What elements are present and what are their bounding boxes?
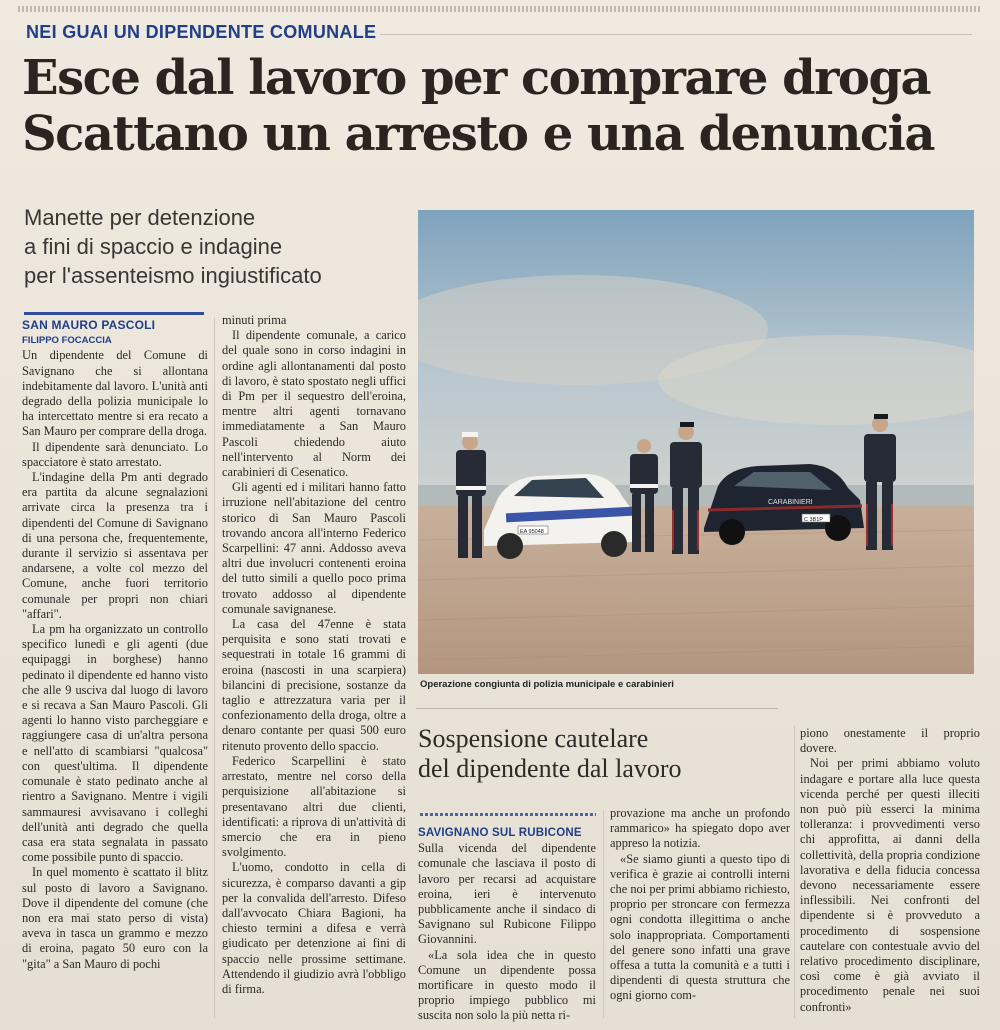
paragraph: L'uomo, condotto in cella di sicurezza, è comparso davanti a gip per la convalida dell'arresto. Difeso dall'avvocato Chiara Bagioni, ha chiesto termini a difesa e verrà giudicato per detenzione ai fini di spaccio nelle prossime settimane. Attendendo il giudizio avrà l'obbligo di firma. [222,860,406,996]
subhead-line-1: Manette per detenzione [24,205,256,230]
headline-line-1: Esce dal lavoro per comprare droga [22,50,931,106]
top-dotted-rule [18,6,980,12]
paragraph: In quel momento è scattato il blitz sul posto di lavoro a Savignano. Dove il dipendente del comune (che non era mai stato perso di vista) aveva in tasca un grammo e mezzo di eroina, pagato 50 euro con la "gita" a San Mauro di pochi [22,865,208,971]
dateline-place: SAN MAURO PASCOLI [22,318,156,332]
headline-line-2: Scattano un arresto e una denuncia [22,106,934,162]
paragraph: Sulla vicenda del dipendente comunale che lasciava il posto di lavoro per recarsi ad acquistare eroina, ieri è intervenuto pubblicamente anche il sindaco di Savignano sul Rubicone Filippo Giovannini. [418,841,596,947]
article2-column-3 [800,726,980,1015]
photo-illustration [418,210,974,674]
car-lettering: CARABINIERI [768,499,813,506]
headline [22,50,982,162]
secondary-headline [418,724,788,784]
plate-right: C 3B1P [804,517,823,523]
article-column-2 [222,313,406,997]
paragraph: «La sola idea che in questo Comune un dipendente possa mortificare in questo modo il proprio impiego pubblico mi suscita non solo la più netta ri- [418,947,596,1023]
paragraph: piono onestamente il proprio dovere. [800,726,980,756]
plate-left: EA 95048 [520,529,544,535]
subhead-line-2: a fini di spaccio e indagine [24,234,283,259]
paragraph: Gli agenti ed i militari hanno fatto irruzione nell'abitazione del centro storico di San Mauro Pascoli trovando ancora all'interno Federico Scarpellini: 47 anni. Addosso aveva altri due involucri contenenti eroina del tutto simili a quello poco prima trovato addosso al dipendente comunale savignanese. [222,480,406,616]
byline: FILIPPO FOCACCIA [22,335,112,347]
paragraph: La casa del 47enne è stata perquisita e sono stati trovati e sequestrati in totale 16 grammi di eroina (nascosti in una scarpiera) bilancini di precisione, sostanze da taglio e attrezzatura varia per il confezionamento della droga, oltre a denaro contante per quasi 500 euro ritenuto provento dello spaccio. [222,617,406,753]
paragraph: provazione ma anche un profondo rammarico» ha spiegato dopo aver appreso la notizia. [610,806,790,851]
paragraph: Noi per primi abbiamo voluto indagare e portare alla luce questa vicenda perché per questi illeciti non può più esserci la minima tolleranza: i provvedimenti verso chi approfitta, ai danni della collettività, della propria condizione lavorativa e della fiducia concessa devono necessariamente essere inflessibili. Nei confronti del dipendente si è provveduto a procedimento di sospensione cautelare con contestuale avvio del relativo procedimento disciplinare, così come è già avviato il procedimento penale nei suoi confronti» [800,756,980,1014]
kicker: NEI GUAI UN DIPENDENTE COMUNALE [26,22,377,42]
paragraph: Il dipendente comunale, a carico del quale sono in corso indagini in ordine agli allontanamenti dal posto di lavoro, è stato spostato negli uffici di Pm per il sequestro dell'eroina, mentre altri agenti tornavano immediatamente a San Mauro Pascoli chiedendo aiuto nell'intervento al Norm dei carabinieri di Cesenatico. [222,328,406,480]
subhead-line-3: per l'assenteismo ingiustificato [24,263,322,288]
dateline-place: SAVIGNANO SUL RUBICONE [418,827,582,839]
paragraph: La pm ha organizzato un controllo specifico lunedì e gli agenti (due equipaggi in borghese) hanno pedinato il dipendente ed hanno visto che alle 9 usciva dal luogo di lavoro e si recava a San Mauro Pascoli. Gli agenti lo hanno visto parcheggiare e raggiungere casa di un'altra persona e nell'atto di scambiarsi "qualcosa" con quest'ultima. Il dipendente comunale è stato pedinato anche al rientro a Savignano. Mentre i vigili sammauresi avvisavano i colleghi dell'unità anti degrado che quella casa era stata segnalata in passato come possibile punto di spaccio. [22,622,208,865]
article-column-1 [22,318,208,972]
column-divider [794,726,795,1018]
article2-column-1 [418,826,596,1024]
section-divider [416,708,778,709]
paragraph: Un dipendente del Comune di Savignano che si allontana indebitamente dal lavoro. L'unità anti degrado della polizia municipale lo ha intercettato mentre si era recato a San Mauro per comprare della droga. [22,348,208,439]
paragraph: «Se siamo giunti a questo tipo di verifica è grazie ai controlli interni che noi per primi abbiamo richiesto, proprio per stroncare con fermezza ogni condotta illegittima o anche solo inappropriata. Comportamenti del genere sono infatti una grave offesa a tutta la comunità e a tutti i dipendenti di questa struttura che ogni giorno com- [610,851,790,1003]
column-divider [214,318,215,1018]
column-divider [603,810,604,1018]
paragraph: L'indagine della Pm anti degrado era partita da alcune segnalazioni arrivate circa la presenza tra i dipendenti del Comune di Savignano di una persona che, frequentemente, durante il servizio si assentava per andarsene, a volte col mezzo del Comune, anche fuori territorio comunale per propri non chiari "affari". [22,470,208,621]
section-rule [24,312,204,315]
news-photo [418,210,974,674]
article2-column-2 [610,806,790,1004]
dateline-rule [420,813,596,816]
secondary-headline-line-1: Sospensione cautelare [418,724,649,753]
subheadline [24,203,404,290]
paragraph: Federico Scarpellini è stato arrestato, mentre nel corso della perquisizione all'abitazione si presentavano altri due clienti, identificati: a riprova di un'attività di smercio che era in pieno svolgimento. [222,753,406,860]
photo-caption: Operazione congiunta di polizia municipale e carabinieri [420,679,674,690]
paragraph: minuti prima [222,313,287,327]
kicker-rule [380,34,972,35]
paragraph: Il dipendente sarà denunciato. Lo spacciatore è stato arrestato. [22,439,208,469]
secondary-headline-line-2: del dipendente dal lavoro [418,754,682,783]
